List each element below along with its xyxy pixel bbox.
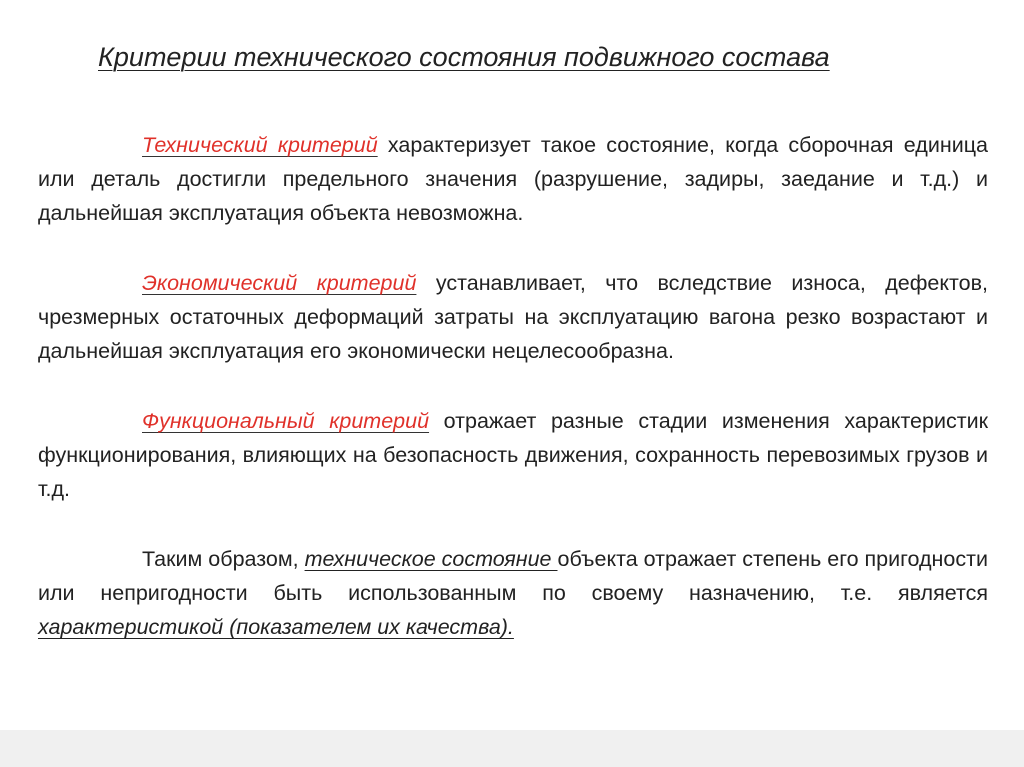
- paragraph-economic-criterion: [38, 266, 988, 368]
- term-technical-criterion: Технический критерий: [142, 133, 378, 157]
- term-economic-criterion: Экономический критерий: [142, 271, 417, 295]
- paragraph-technical-criterion: [38, 128, 988, 230]
- term-functional-criterion: Функциональный критерий: [142, 409, 430, 433]
- paragraph-text: отражает разные стадии изменения характеристик функционирования, влияющих на безопасность движения, сохранность перевозимых грузов и т.д.: [38, 409, 988, 501]
- paragraph-text: устанавливает, что вследствие износа, дефектов, чрезмерных остаточных деформаций затраты на эксплуатацию вагона резко возрастают и дальнейшая эксплуатация его экономически нецелесообразна.: [38, 271, 988, 363]
- paragraph-conclusion: [38, 542, 988, 644]
- term-technical-state: техническое состояние: [304, 547, 558, 571]
- slide-title: Критерии технического состояния подвижного состава: [98, 42, 830, 72]
- conclusion-middle: объекта отражает степень его пригодности или непригодности быть использованным по своему назначению, т.е. является: [38, 547, 988, 605]
- bottom-bar: [0, 730, 1024, 767]
- slide-body: [38, 128, 988, 644]
- term-characteristic: характеристикой (показателем их качества).: [38, 615, 514, 639]
- conclusion-lead: Таким образом,: [142, 547, 305, 571]
- paragraph-functional-criterion: [38, 404, 988, 506]
- paragraph-text: характеризует такое состояние, когда сборочная единица или деталь достигли предельного значения (разрушение, задиры, заедание и т.д.) и дальнейшая эксплуатация объекта невозможна.: [38, 133, 988, 225]
